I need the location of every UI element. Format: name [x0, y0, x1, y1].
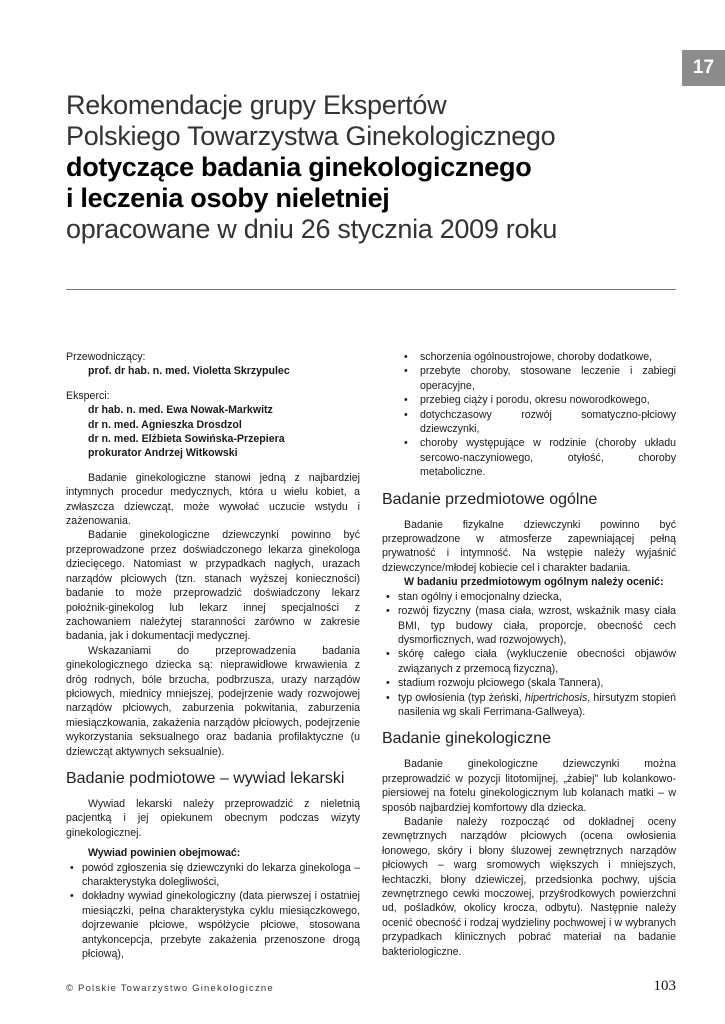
list-item: • stan ogólny i emocjonalny dziecka,: [386, 590, 562, 603]
bullet-icon: •: [70, 890, 74, 903]
wywiad-paragraph: Wywiad lekarski należy przeprowadzić z nieletnią pacjentką i jej opiekunem obecnym podczas wizyty ginekologicznej.: [66, 797, 360, 839]
list-item: • skórę całego ciała (wykluczenie obecności objawów związanych z przemocą fizyczną),: [386, 648, 676, 675]
bullet-icon: •: [404, 394, 408, 407]
chair-label: Przewodniczący:: [66, 351, 146, 363]
performer-paragraph: Badanie ginekologiczne dziewczynki powinno być przeprowadzone przez doświadczonego lekarza ginekologa dziecięcego. Natomiast w przypadkach nagłych, urazach narządów płciowych (tzn. stanach wyższej konieczności) badanie to może przeprowadzić doświadczony lekarz położnik-ginekolog lub lekarz innej specjalności z zachowaniem należytej staranności zarówno w zakresie badania, jak i dokumentacji medycznej.: [66, 529, 360, 643]
external-exam-paragraph: Badanie należy rozpocząć od dokładnej oceny zewnętrznych narządów płciowych (ocena owłosienia łonowego, skóry i błony śluzowej zewnętrznych narządów płciowych – warg sromowych większych i mniejszych, łechtaczki, błony dziewiczej, przedsionka pochwy, ujścia zewnętrznego cewki moczowej, przyśrodkowych powierzchni ud, pośladków, okolicy krocza, odbytu). Następnie należy ocenić obecność i rodzaj wydzieliny pochwowej i w wybranych przypadkach klinicznych pobrać materiał na badanie bakteriologiczne.: [382, 815, 676, 958]
title-line-5: opracowane w dniu 26 stycznia 2009 roku: [66, 214, 558, 244]
wywiad-label: Wywiad powinien obejmować:: [88, 847, 241, 860]
title-line-1: Rekomendacje grupy Ekspertów: [66, 90, 447, 120]
list-item: • choroby występujące w rodzinie (choroby układu sercowo-naczyniowego, otyłość, choroby metaboliczne.: [404, 437, 676, 479]
expert-name: dr n. med. Agnieszka Drosdzol: [88, 418, 242, 431]
list-item: • typ owłosienia (typ żeński, hipertrichosis, hirsutyzm stopień nasilenia wg skali Ferrimana-Gallweya).: [386, 691, 676, 718]
indications-paragraph: Wskazaniami do przeprowadzenia badania ginekologicznego dziecka są: nieprawidłowe krwawienia z dróg rodnych, bóle brzucha, podbrzusza, urazy narządów płciowych, miednicy mniejszej, podejrzenie wady rozwojowej narządów płciowych, zaburzenia pokwitania, zaburzenia miesiączkowania, zakażenia narządów płciowych, podejrzenie wykorzystania seksualnego oraz badania profilaktyczne (u dziewcząt aktywnych seksualnie).: [66, 644, 360, 758]
bullet-icon: •: [386, 605, 390, 618]
history-list: [382, 350, 676, 480]
chapter-number-tab: 17: [682, 50, 725, 86]
right-column: [382, 350, 676, 959]
bullet-icon: •: [404, 437, 408, 450]
list-item: • dotychczasowy rozwój somatyczno-płciowy dziewczynki,: [404, 408, 676, 436]
list-item: • przebieg ciąży i porodu, okresu noworodkowego,: [404, 394, 650, 407]
experts-list: [66, 403, 360, 461]
list-item: • rozwój fizyczny (masa ciała, wzrost, wskaźnik masy ciała BMI, typ budowy ciała, proporcje, obecność cech dysmorficznych, wad rozwojowych),: [386, 605, 676, 646]
page-number: 103: [653, 978, 676, 994]
experts-label: Eksperci:: [66, 389, 110, 402]
physical-exam-paragraph: Badanie fizykalne dziewczynki powinno być przeprowadzone w atmosferze zapewniającej pełną prywatność i intymność. Na wstępie należy wyjaśnić dziewczynce/młodej kobiecie cel i charakter badania.: [382, 518, 676, 574]
chair-block: [66, 364, 360, 378]
bullet-icon: •: [386, 691, 390, 704]
chair-name: prof. dr hab. n. med. Violetta Skrzypulec: [88, 365, 290, 378]
expert-name: prokurator Andrzej Witkowski: [88, 447, 238, 460]
section-heading-wywiad: Badanie podmiotowe – wywiad lekarski: [66, 769, 345, 787]
title-line-3: dotyczące badania ginekologicznego: [66, 152, 532, 182]
position-paragraph: Badanie ginekologiczne dziewczynki można przeprowadzić w pozycji litotomijnej, „żabiej" lub kolankowo-piersiowej na fotelu ginekologicznym lub kolanach matki – w sposób najbardziej komfortowy dla dziecka.: [382, 758, 676, 814]
document-title: [66, 90, 666, 245]
expert-name: dr n. med. Elżbieta Sowińska-Przepiera: [88, 433, 285, 446]
footer-copyright: © Polskie Towarzystwo Ginekologiczne: [66, 983, 274, 994]
left-column: [66, 350, 360, 961]
title-line-2: Polskiego Towarzystwa Ginekologicznego: [66, 121, 556, 151]
expert-name: dr hab. n. med. Ewa Nowak-Markwitz: [88, 404, 273, 417]
list-item: • przebyte choroby, stosowane leczenie i zabiegi operacyjne,: [404, 365, 676, 392]
bullet-icon: •: [70, 861, 74, 874]
title-divider: [66, 289, 676, 290]
list-item: • powód zgłoszenia się dziewczynki do lekarza ginekologa – charakterystyka dolegliwości,: [70, 861, 360, 888]
intro-paragraph: Badanie ginekologiczne stanowi jedną z najbardziej intymnych procedur medycznych, która u wielu kobiet, a zwłaszcza dziewcząt, może wywołać uczucie wstydu i zażenowania.: [66, 471, 360, 528]
bullet-icon: •: [386, 677, 390, 690]
bullet-icon: •: [404, 365, 408, 378]
assessment-list: [382, 590, 676, 720]
title-line-4: i leczenia osoby nieletniej: [66, 183, 390, 213]
list-item: • stadium rozwoju płciowego (skala Tannera),: [386, 677, 604, 690]
bullet-icon: •: [386, 648, 390, 661]
list-item: • dokładny wywiad ginekologiczny (data pierwszej i ostatniej miesiączki, pełna charakterystyka cyklu miesiączkowego, dojrzewanie płciowe, współżycie płciowe, stosowana antykoncepcja, przebyte zakażenia przenoszone drogą płciową),: [70, 890, 360, 961]
wywiad-list: [66, 861, 360, 962]
assessment-label: W badaniu przedmiotowym ogólnym należy ocenić:: [404, 576, 664, 589]
section-heading-przedmiotowe: Badanie przedmiotowe ogólne: [382, 490, 598, 508]
bullet-icon: •: [404, 408, 408, 421]
section-heading-ginekologiczne: Badanie ginekologiczne: [382, 730, 552, 748]
bullet-icon: •: [404, 351, 408, 363]
bullet-icon: •: [386, 590, 390, 603]
list-item: • schorzenia ogólnoustrojowe, choroby dodatkowe,: [404, 351, 653, 363]
